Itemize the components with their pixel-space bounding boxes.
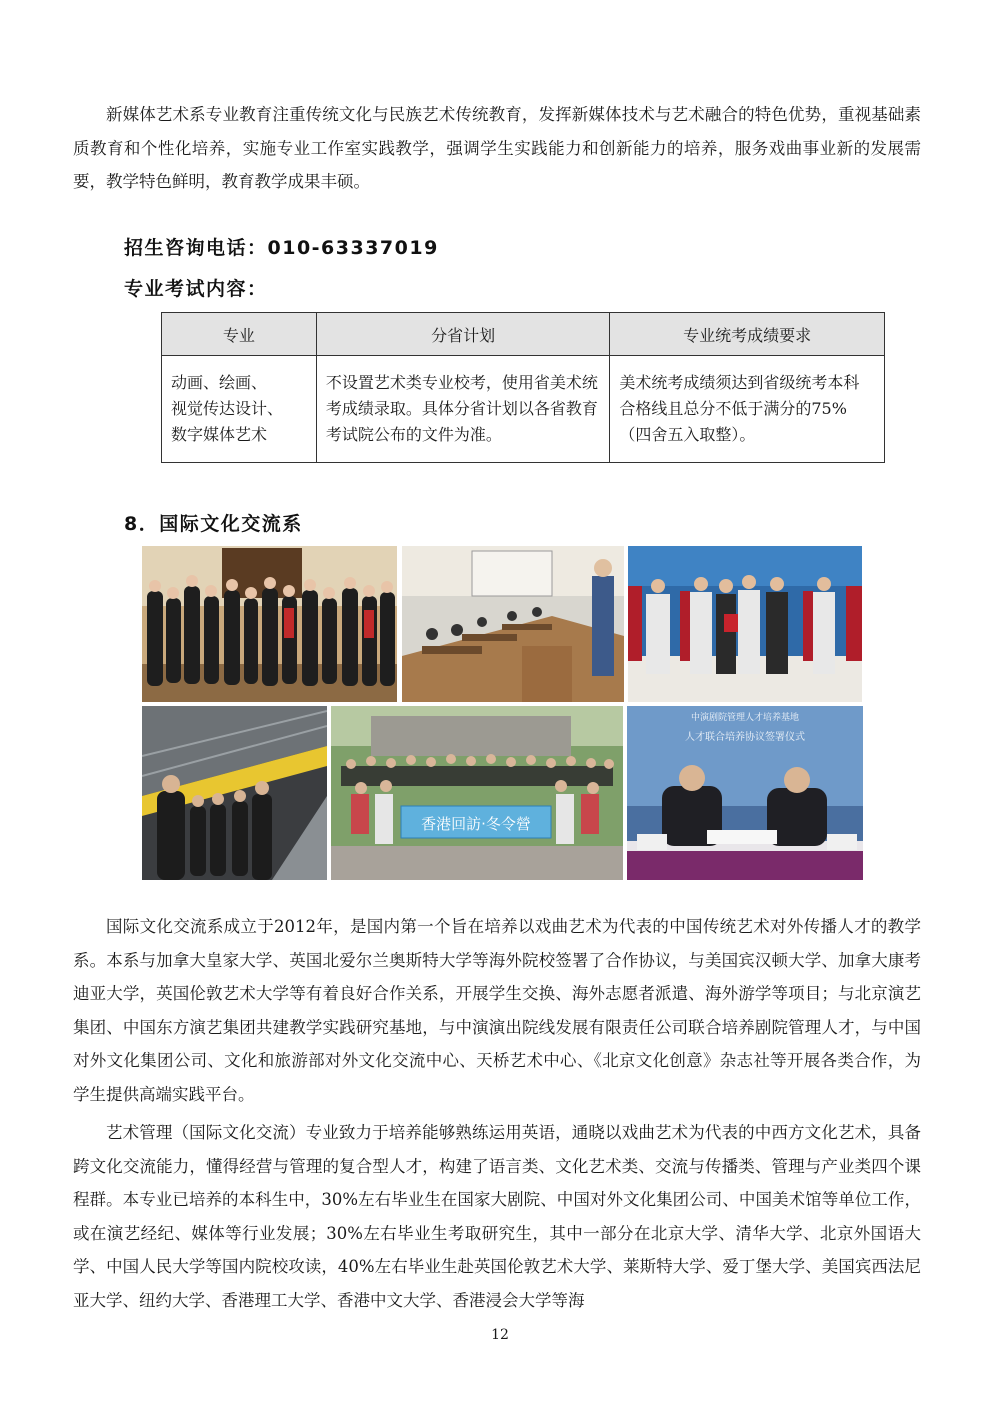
table-header-row (162, 313, 885, 356)
major-line: 数字媒体艺术 (171, 425, 268, 444)
major-line: 视觉传达设计、 (171, 399, 284, 418)
table-header-major: 专业 (162, 313, 317, 356)
intro-paragraph: 新媒体艺术系专业教育注重传统文化与民族艺术传统教育，发挥新媒体技术与艺术融合的特色优势，重视基础素质教育和个性化培养，实施专业工作室实践教学，强调学生实践能力和创新能力的培养，服务戏曲事业新的发展需要，教学特色鲜明，教育教学成果丰硕。 (73, 105, 921, 191)
table-cell-requirement: 美术统考成绩须达到省级统考本科合格线且总分不低于满分的75%（四舍五入取整）。 (610, 356, 885, 463)
table-cell-majors (162, 356, 317, 463)
exam-content-heading: 专业考试内容： (124, 278, 268, 300)
banner-text: 香港回訪·冬令營 (421, 815, 531, 833)
page-number: 12 (491, 1327, 509, 1343)
photo-group-indoor (142, 546, 397, 702)
table-header-requirement: 专业统考成绩要求 (610, 313, 885, 356)
signing-banner-line2: 人才联合培养协议签署仪式 (685, 732, 805, 743)
photo-group-banner (331, 706, 623, 880)
photo-signing (627, 706, 863, 880)
phone-heading: 招生咨询电话：010-63337019 (124, 237, 439, 259)
photo-stadium (142, 706, 327, 880)
paragraph-department-intro: 国际文化交流系成立于2012年，是国内第一个旨在培养以戏曲艺术为代表的中国传统艺术对外传播人才的教学系。本系与加拿大皇家大学、英国北爱尔兰奥斯特大学等海外院校签署了合作协议，与美国宾汉顿大学、加拿大康考迪亚大学，英国伦敦艺术大学等有着良好合作关系，开展学生交换、海外志愿者派遣、海外游学等项目；与北京演艺集团、中国东方演艺集团共建教学实践研究基地，与中演演出院线发展有限责任公司联合培养剧院管理人才，与中国对外文化集团公司、文化和旅游部对外文化交流中心、天桥艺术中心、《北京文化创意》杂志社等开展各类合作，为学生提供高端实践平台。 (73, 917, 921, 1104)
table-header-plan: 分省计划 (316, 313, 610, 356)
major-line: 动画、绘画、 (171, 373, 268, 392)
section-heading: 8．国际文化交流系 (124, 513, 303, 535)
exam-table (161, 312, 885, 463)
table-cell-plan: 不设置艺术类专业校考，使用省美术统考成绩录取。具体分省计划以各省教育考试院公布的文件为准。 (316, 356, 610, 463)
paragraph-major-intro: 艺术管理（国际文化交流）专业致力于培养能够熟练运用英语，通晓以戏曲艺术为代表的中西方文化艺术，具备跨文化交流能力，懂得经营与管理的复合型人才，构建了语言类、文化艺术类、交流与传播类、管理与产业类四个课程群。本专业已培养的本科生中，30%左右毕业生在国家大剧院、中国对外文化集团公司、中国美术馆等单位工作，或在演艺经纪、媒体等行业发展；30%左右毕业生考取研究生，其中一部分在北京大学、清华大学、北京外国语大学、中国人民大学等国内院校攻读，40%左右毕业生赴英国伦敦艺术大学、莱斯特大学、爱丁堡大学、美国宾西法尼亚大学、纽约大学、香港理工大学、香港中文大学、香港浸会大学等海 (73, 1123, 921, 1310)
table-row (162, 356, 885, 463)
photo-ceremony (628, 546, 862, 702)
photo-classroom (402, 546, 624, 702)
signing-banner-line1: 中演剧院管理人才培养基地 (690, 713, 800, 723)
